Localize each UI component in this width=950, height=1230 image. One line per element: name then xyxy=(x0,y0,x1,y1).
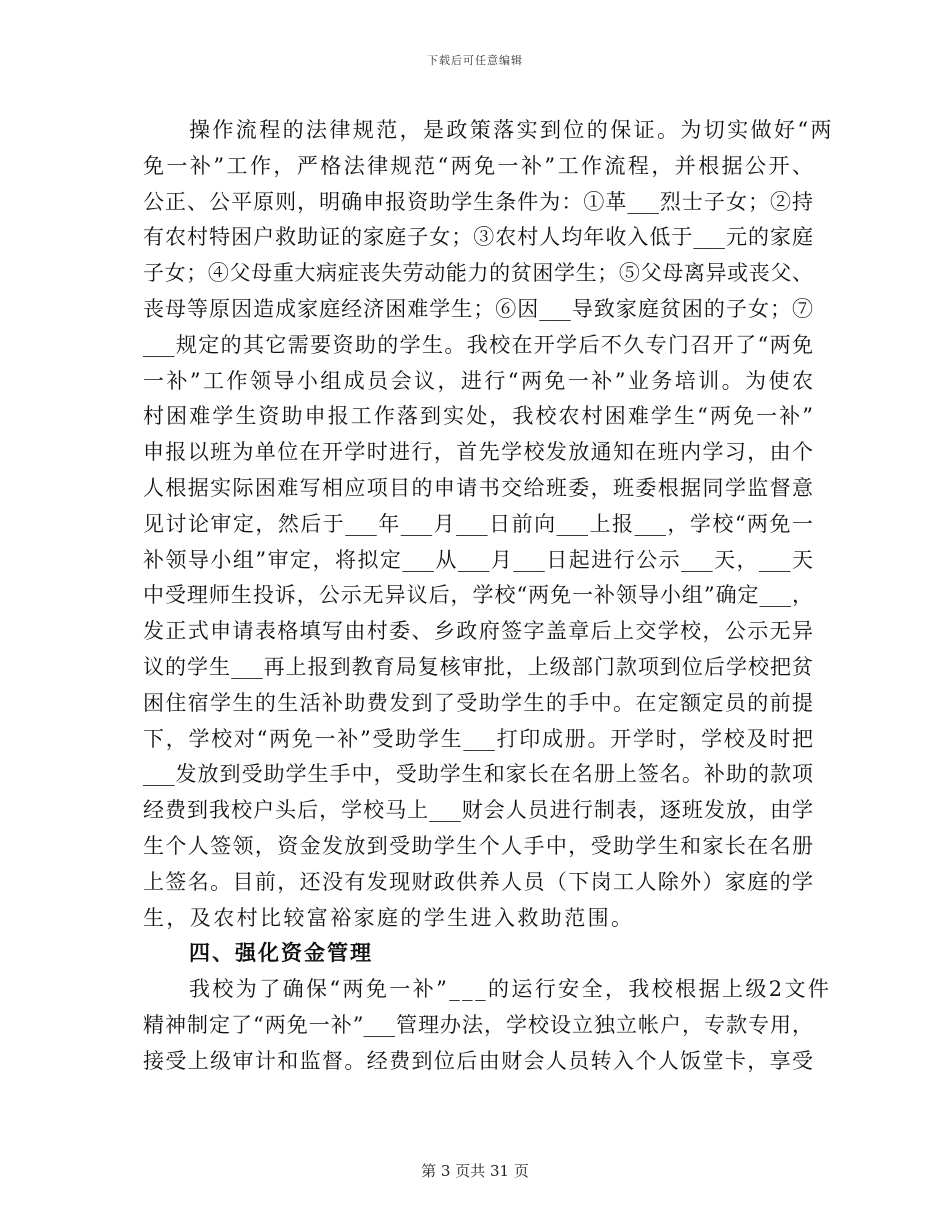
paragraph-line: 公正、公平原则，明确申报资助学生条件为：①革___烈士子女；②持 xyxy=(143,189,813,214)
paragraph-line: 接受上级审计和监督。经费到位后由财会人员转入个人饭堂卡，享受 xyxy=(143,1048,813,1073)
paragraph-line: 村困难学生资助申报工作落到实处，我校农村困难学生“两免一补” xyxy=(143,404,813,429)
paragraph-line: 申报以班为单位在开学时进行，首先学校发放通知在班内学习，由个 xyxy=(143,440,813,465)
paragraph-line: 生，及农村比较富裕家庭的学生进入救助范围。 xyxy=(143,905,635,930)
paragraph-line: ___发放到受助学生手中，受助学生和家长在名册上签名。补助的款项 xyxy=(143,762,813,787)
paragraph-line: 上签名。目前，还没有发现财政供养人员（下岗工人除外）家庭的学 xyxy=(143,869,813,894)
paragraph-line: 见讨论审定，然后于___年___月___日前向___上报___，学校“两免一 xyxy=(143,511,813,536)
paragraph-line: 一补”工作领导小组成员会议，进行“两免一补”业务培训。为使农 xyxy=(143,368,813,393)
paragraph-line: 中受理师生投诉，公示无异议后，学校“两免一补领导小组”确定___， xyxy=(143,583,813,608)
paragraph-line: 补领导小组”审定，将拟定___从___月___日起进行公示___天，___天 xyxy=(143,547,813,572)
page-footer: 第 3 页共 31 页 xyxy=(421,1162,529,1180)
paragraph-line: 议的学生___再上报到教育局复核审批，上级部门款项到位后学校把贫 xyxy=(143,654,813,679)
section-heading: 四、强化资金管理 xyxy=(189,941,373,966)
paragraph-line: 生个人签领，资金发放到受助学生个人手中，受助学生和家长在名册 xyxy=(143,833,813,858)
paragraph-line: 免一补”工作，严格法律规范“两免一补”工作流程，并根据公开、 xyxy=(143,153,813,178)
paragraph-line: ___规定的其它需要资助的学生。我校在开学后不久专门召开了“两免 xyxy=(143,332,813,357)
paragraph-line: 操作流程的法律规范，是政策落实到位的保证。为切实做好“两 xyxy=(189,118,834,142)
paragraph-line: 困住宿学生的生活补助费发到了受助学生的手中。在定额定员的前提 xyxy=(143,690,813,715)
page-header: 下载后可任意编辑 xyxy=(427,54,523,67)
paragraph-line: 有农村特困户救助证的家庭子女；③农村人均年收入低于___元的家庭 xyxy=(143,225,813,250)
document-body xyxy=(143,113,834,1080)
paragraph-line: 子女；④父母重大病症丧失劳动能力的贫困学生；⑤父母离异或丧父、 xyxy=(143,261,813,286)
paragraph-line: 经费到我校户头后，学校马上___财会人员进行制表，逐班发放，由学 xyxy=(143,798,813,823)
paragraph-line: 我校为了确保“两免一补”___的运行安全，我校根据上级2文件 xyxy=(189,977,832,1002)
paragraph-line: 人根据实际困难写相应项目的申请书交给班委，班委根据同学监督意 xyxy=(143,475,813,500)
paragraph-line: 精神制定了“两免一补”___管理办法，学校设立独立帐户，专款专用， xyxy=(143,1012,813,1037)
paragraph-line: 下，学校对“两免一补”受助学生___打印成册。开学时，学校及时把 xyxy=(143,726,813,751)
paragraph-line: 丧母等原因造成家庭经济困难学生；⑥因___导致家庭贫困的子女；⑦ xyxy=(143,296,813,321)
paragraph-line: 发正式申请表格填写由村委、乡政府签字盖章后上交学校，公示无异 xyxy=(143,619,813,644)
